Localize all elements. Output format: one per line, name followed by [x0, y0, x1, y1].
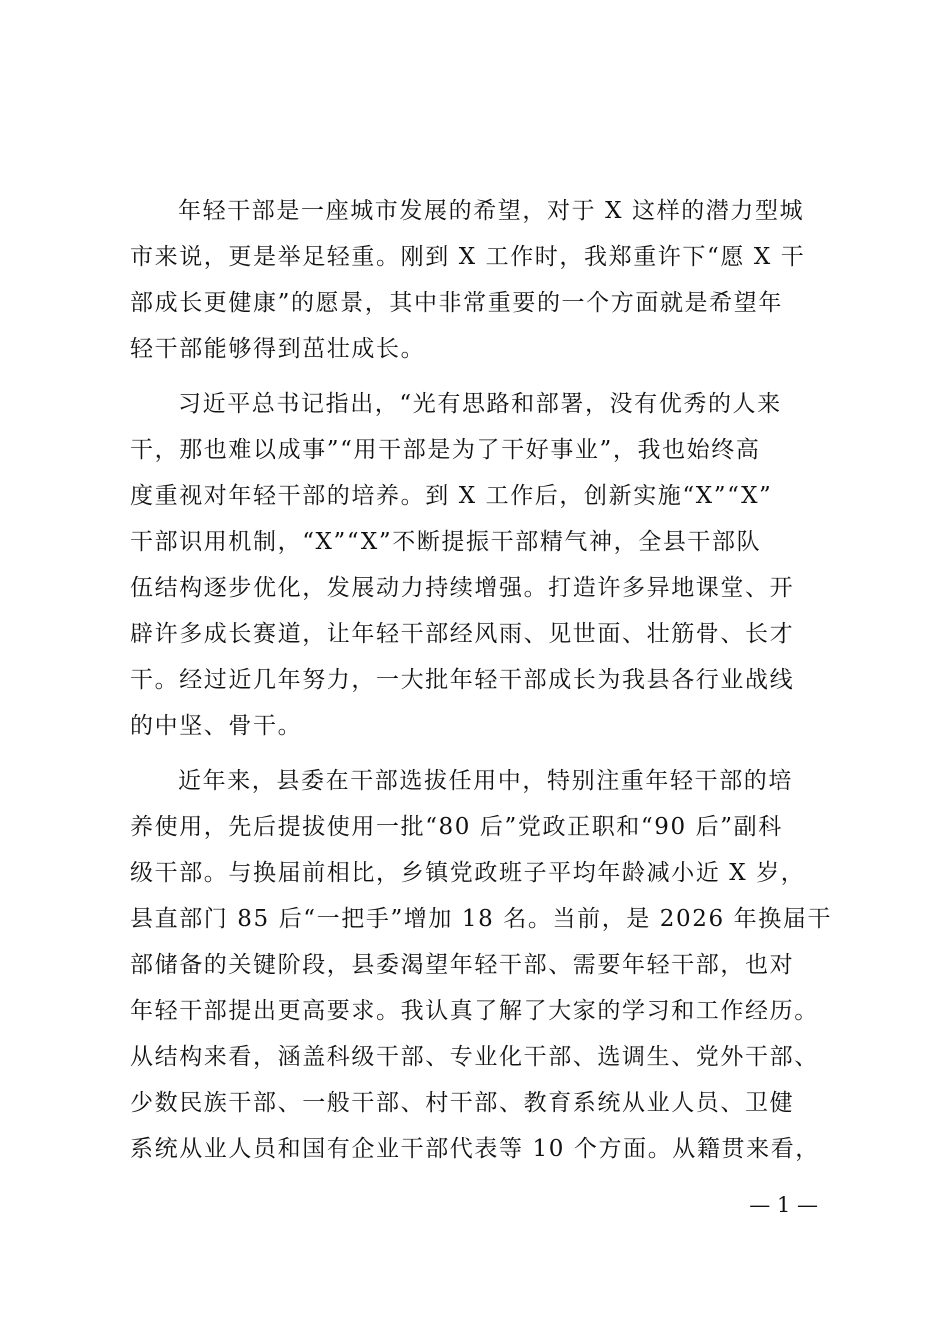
paragraph-line: 从结构来看，涵盖科级干部、专业化干部、选调生、党外干部、	[130, 1044, 819, 1070]
paragraph-line: 干部识用机制，“X”“X”不断提振干部精气神，全县干部队	[130, 529, 762, 555]
document-body	[130, 188, 835, 1172]
paragraph-line: 少数民族干部、一般干部、村干部、教育系统从业人员、卫健	[130, 1090, 795, 1116]
paragraph-line: 的中坚、骨干。	[130, 713, 303, 739]
paragraph-line: 部成长更健康”的愿景，其中非常重要的一个方面就是希望年	[130, 290, 783, 316]
page-number: — 1 —	[749, 1193, 818, 1217]
paragraph-line: 辟许多成长赛道，让年轻干部经风雨、见世面、壮筋骨、长才	[130, 621, 795, 647]
paragraph-line: 系统从业人员和国有企业干部代表等 10 个方面。从籍贯来看，	[130, 1136, 820, 1162]
paragraph-line: 县直部门 85 后“一把手”增加 18 名。当前，是 2026 年换届干	[130, 906, 833, 932]
paragraph-3	[130, 758, 835, 1172]
paragraph-line: 干。经过近几年努力，一大批年轻干部成长为我县各行业战线	[130, 667, 795, 693]
paragraph-line: 年轻干部是一座城市发展的希望，对于 X 这样的潜力型城	[178, 198, 805, 224]
paragraph-line: 级干部。与换届前相比，乡镇党政班子平均年龄减小近 X 岁，	[130, 860, 806, 886]
paragraph-line: 部储备的关键阶段，县委渴望年轻干部、需要年轻干部，也对	[130, 952, 795, 978]
paragraph-line: 年轻干部提出更高要求。我认真了解了大家的学习和工作经历。	[130, 998, 819, 1024]
paragraph-line: 近年来，县委在干部选拔任用中，特别注重年轻干部的培	[178, 768, 793, 794]
paragraph-line: 轻干部能够得到茁壮成长。	[130, 336, 426, 362]
paragraph-line: 度重视对年轻干部的培养。到 X 工作后，创新实施“X”“X”	[130, 483, 773, 509]
paragraph-line: 习近平总书记指出，“光有思路和部署，没有优秀的人来	[178, 391, 782, 417]
paragraph-line: 干，那也难以成事”“用干部是为了干好事业”，我也始终高	[130, 437, 761, 463]
paragraph-2	[130, 381, 835, 749]
paragraph-line: 伍结构逐步优化，发展动力持续增强。打造许多异地课堂、开	[130, 575, 795, 601]
paragraph-line: 养使用，先后提拔使用一批“80 后”党政正职和“90 后”副科	[130, 814, 783, 840]
paragraph-line: 市来说，更是举足轻重。刚到 X 工作时，我郑重许下“愿 X 干	[130, 244, 806, 270]
paragraph-1	[130, 188, 835, 372]
